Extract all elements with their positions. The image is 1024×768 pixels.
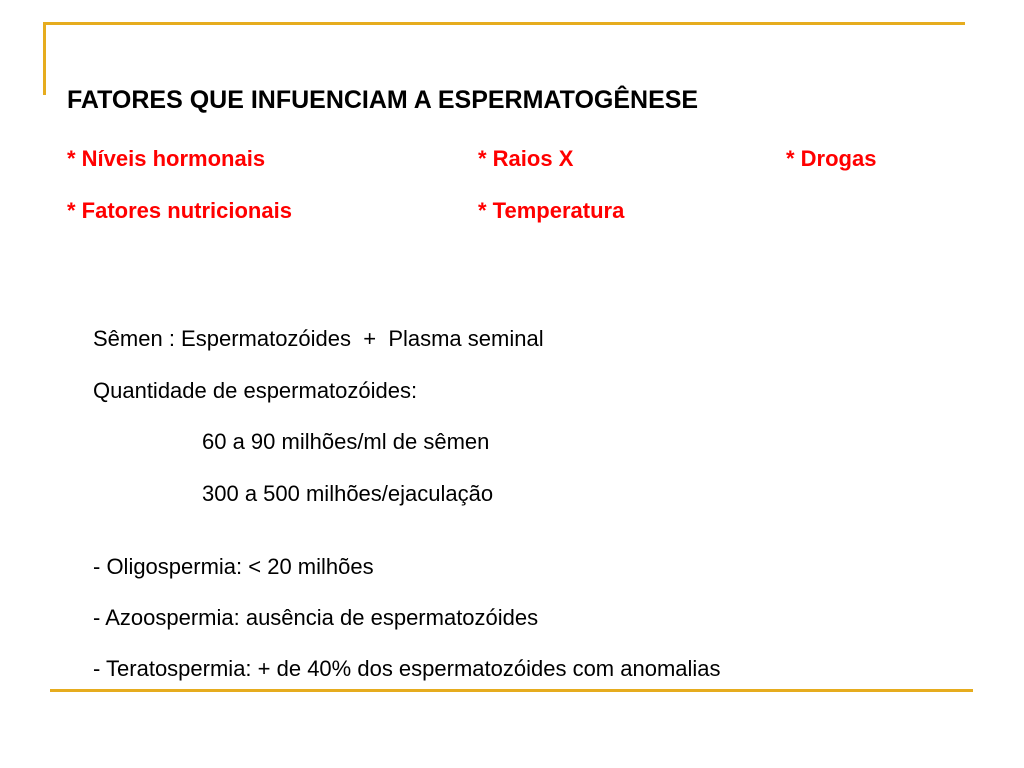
sperm-count-per-ml: 60 a 90 milhões/ml de sêmen — [202, 429, 490, 454]
slide-title: FATORES QUE INFUENCIAM A ESPERMATOGÊNESE — [67, 86, 699, 114]
left-decorative-line — [43, 22, 46, 95]
condition-teratospermia: - Teratospermia: + de 40% dos espermatozóides com anomalias — [93, 656, 721, 681]
factor-temperatura: * Temperatura — [478, 198, 625, 223]
factor-fatores-nutricionais: * Fatores nutricionais — [67, 198, 292, 223]
bottom-decorative-line — [50, 689, 973, 692]
semen-composition: Sêmen : Espermatozóides + Plasma seminal — [93, 326, 544, 351]
sperm-quantity-label: Quantidade de espermatozóides: — [93, 378, 418, 403]
factor-raios-x: * Raios X — [478, 146, 574, 171]
sperm-count-per-ejaculation: 300 a 500 milhões/ejaculação — [202, 481, 494, 506]
top-decorative-line — [43, 22, 965, 25]
factor-niveis-hormonais: * Níveis hormonais — [67, 146, 266, 171]
condition-azoospermia: - Azoospermia: ausência de espermatozóides — [93, 605, 539, 630]
factor-drogas: * Drogas — [786, 146, 877, 171]
condition-oligospermia: - Oligospermia: < 20 milhões — [93, 554, 374, 579]
